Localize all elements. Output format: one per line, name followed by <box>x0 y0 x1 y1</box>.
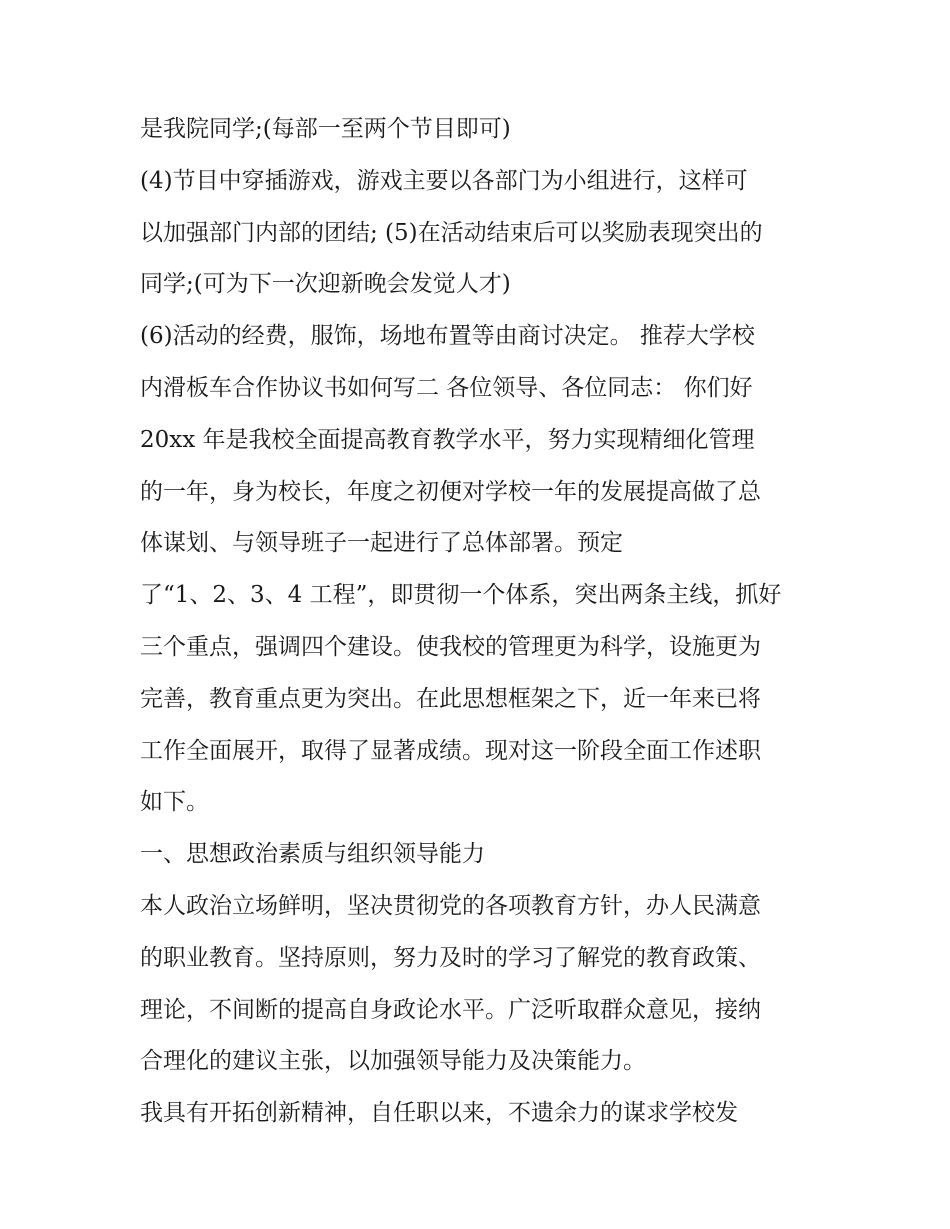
text-line: (6)活动的经费，服饰，场地布置等由商讨决定。 推荐大学校 <box>140 323 755 350</box>
text-line: 体谋划、与领导班子一起进行了总体部署。预定 <box>140 530 623 557</box>
body-text <box>140 108 830 1144</box>
section-heading: 一、思想政治素质与组织领导能力 <box>140 841 485 868</box>
text-line: 本人政治立场鲜明，坚决贯彻党的各项教育方针，办人民满意 <box>140 892 761 919</box>
text-line: 合理化的建议主张，以加强领导能力及决策能力。 <box>140 1048 646 1075</box>
text-line: 20xx 年是我校全面提高教育教学水平，努力实现精细化管理 <box>140 426 755 453</box>
text-line: 是我院同学;(每部一至两个节目即可) <box>140 116 511 142</box>
text-line: 内滑板车合作协议书如何写二 各位领导、各位同志： 你们好 <box>140 374 753 401</box>
text-line: 理论，不间断的提高自身政论水平。广泛听取群众意见，接纳 <box>140 996 761 1023</box>
text-line: 了“1、2、3、4 工程”，即贯彻一个体系，突出两条主线，抓好 <box>140 582 782 609</box>
text-line: 如下。 <box>140 789 209 816</box>
text-line: 我具有开拓创新精神，自任职以来，不遗余力的谋求学校发 <box>140 1100 738 1127</box>
text-line: 工作全面展开，取得了显著成绩。现对这一阶段全面工作述职 <box>140 737 761 764</box>
text-line: 同学;(可为下一次迎新晚会发觉人才) <box>140 271 511 298</box>
text-line: 完善，教育重点更为突出。在此思想框架之下，近一年来已将 <box>140 685 761 712</box>
text-line: 的职业教育。坚持原则，努力及时的学习了解党的教育政策、 <box>140 944 761 971</box>
text-line: 的一年，身为校长，年度之初便对学校一年的发展提高做了总 <box>140 478 761 505</box>
text-line: 以加强部门内部的团结; (5)在活动结束后可以奖励表现突出的 <box>140 219 763 246</box>
text-line: 三个重点，强调四个建设。使我校的管理更为科学，设施更为 <box>140 633 761 660</box>
text-line: (4)节目中穿插游戏，游戏主要以各部门为小组进行，这样可 <box>140 167 748 194</box>
